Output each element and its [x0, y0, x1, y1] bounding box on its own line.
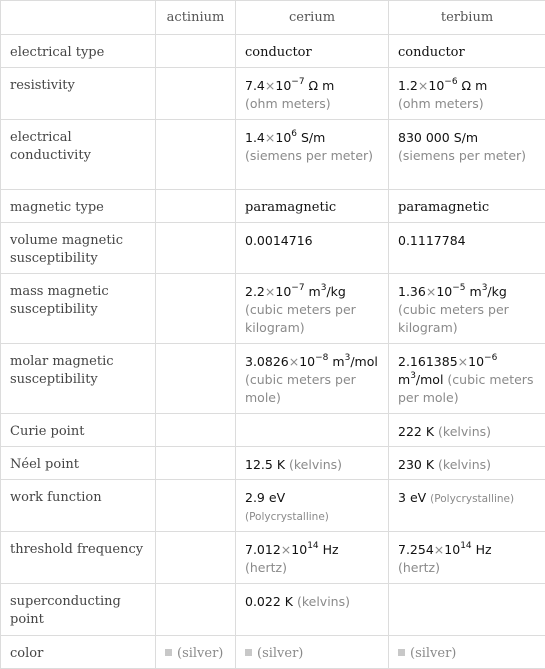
value-number: 3	[398, 490, 406, 505]
value-unit: Ω m	[461, 78, 488, 93]
cell-cerium: conductor	[236, 35, 389, 68]
value-unit: m	[398, 372, 411, 387]
unit-exponent: 3	[320, 283, 327, 293]
cell-actinium	[156, 68, 236, 120]
cell-cerium	[236, 584, 389, 636]
row-curie-point	[1, 414, 545, 447]
row-molar-magnetic-susceptibility	[1, 344, 545, 414]
cell-cerium	[236, 274, 389, 344]
cell-terbium	[389, 274, 545, 344]
unit-description: (kelvins)	[438, 457, 492, 472]
unit-description: (Polycrystalline)	[245, 511, 329, 523]
cell-cerium: 0.0014716	[236, 223, 389, 274]
times-sign: ×	[264, 284, 276, 299]
column-header-terbium: terbium	[389, 1, 545, 35]
unit-description: (kelvins)	[438, 424, 492, 439]
value-unit: Ω m	[308, 78, 335, 93]
color-name: (silver)	[257, 646, 304, 661]
cell-terbium: 0.1117784	[389, 223, 545, 274]
row-label: mass magnetic susceptibility	[1, 274, 156, 344]
cell-cerium	[236, 532, 389, 584]
value-mantissa: 1.4	[245, 130, 265, 145]
row-label: molar magnetic susceptibility	[1, 344, 156, 414]
unit-exponent: 3	[481, 283, 488, 293]
cell-terbium	[389, 480, 545, 532]
value-unit: K	[425, 457, 435, 472]
cell-terbium	[389, 447, 545, 480]
row-label: color	[1, 636, 156, 669]
cell-actinium	[156, 35, 236, 68]
cell-actinium	[156, 120, 236, 190]
color-name: (silver)	[410, 646, 457, 661]
value-unit: m	[332, 354, 345, 369]
unit-description: (cubic meters per mole)	[245, 372, 356, 405]
value-unit: Hz	[322, 542, 339, 557]
value-exponent: −6	[444, 77, 458, 87]
row-magnetic-type	[1, 190, 545, 223]
row-label: magnetic type	[1, 190, 156, 223]
cell-terbium	[389, 532, 545, 584]
value-mantissa: 7.012	[245, 542, 281, 557]
value-base: 10	[275, 130, 292, 145]
times-sign: ×	[264, 78, 276, 93]
value-unit: m	[469, 284, 482, 299]
cell-terbium: conductor	[389, 35, 545, 68]
value-exponent: 14	[460, 541, 472, 551]
value-mantissa: 3.0826	[245, 354, 289, 369]
row-label: electrical type	[1, 35, 156, 68]
value-mantissa: 7.4	[245, 78, 265, 93]
value-base: 10	[291, 542, 308, 557]
value-unit: S/m	[453, 130, 479, 145]
value-exponent: −7	[291, 77, 305, 87]
row-threshold-frequency	[1, 532, 545, 584]
value-base: 10	[275, 284, 292, 299]
unit-tail: /kg	[487, 284, 507, 299]
cell-actinium	[156, 532, 236, 584]
column-header-cerium: cerium	[236, 1, 389, 35]
unit-description: (hertz)	[398, 560, 440, 575]
unit-description: (hertz)	[245, 560, 287, 575]
times-sign: ×	[280, 542, 292, 557]
value-exponent: 6	[291, 129, 298, 139]
value-unit: K	[425, 424, 435, 439]
row-mass-magnetic-susceptibility	[1, 274, 545, 344]
value-exponent: −5	[452, 283, 466, 293]
row-label: volume magnetic susceptibility	[1, 223, 156, 274]
value-number: 830 000	[398, 130, 450, 145]
color-swatch	[245, 649, 252, 656]
row-label: electrical conductivity	[1, 120, 156, 190]
cell-terbium	[389, 344, 545, 414]
value-number: 12.5	[245, 457, 273, 472]
row-label: superconducting point	[1, 584, 156, 636]
cell-actinium	[156, 223, 236, 274]
value-base: 10	[468, 354, 485, 369]
value-unit: m	[308, 284, 321, 299]
unit-tail: /kg	[326, 284, 346, 299]
cell-cerium	[236, 68, 389, 120]
cell-terbium	[389, 414, 545, 447]
unit-description: (ohm meters)	[398, 96, 484, 111]
row-volume-magnetic-susceptibility	[1, 223, 545, 274]
row-superconducting-point	[1, 584, 545, 636]
value-unit: S/m	[301, 130, 326, 145]
row-color	[1, 636, 545, 669]
value-exponent: 14	[307, 541, 319, 551]
color-swatch	[165, 649, 172, 656]
unit-description: (ohm meters)	[245, 96, 331, 111]
value-mantissa: 2.2	[245, 284, 265, 299]
cell-terbium: paramagnetic	[389, 190, 545, 223]
value-base: 10	[444, 542, 461, 557]
row-label: Néel point	[1, 447, 156, 480]
row-label: threshold frequency	[1, 532, 156, 584]
unit-description: (cubic meters per mole)	[398, 372, 534, 405]
times-sign: ×	[417, 78, 429, 93]
value-number: 2.9	[245, 490, 265, 505]
cell-actinium	[156, 190, 236, 223]
cell-actinium	[156, 480, 236, 532]
value-exponent: −6	[484, 353, 498, 363]
cell-cerium	[236, 414, 389, 447]
value-unit: Hz	[475, 542, 492, 557]
cell-cerium: paramagnetic	[236, 190, 389, 223]
unit-exponent: 3	[410, 371, 416, 381]
corner-cell	[1, 1, 156, 35]
times-sign: ×	[288, 354, 300, 369]
value-exponent: −8	[315, 353, 329, 363]
cell-actinium	[156, 584, 236, 636]
value-number: 230	[398, 457, 422, 472]
row-electrical-conductivity	[1, 120, 545, 190]
cell-cerium	[236, 480, 389, 532]
value-base: 10	[275, 78, 292, 93]
header-row	[1, 1, 545, 35]
color-swatch	[398, 649, 405, 656]
times-sign: ×	[457, 354, 469, 369]
cell-cerium	[236, 447, 389, 480]
times-sign: ×	[425, 284, 437, 299]
color-name: (silver)	[177, 646, 224, 661]
unit-description: (siemens per meter)	[398, 148, 527, 163]
value-number: 222	[398, 424, 422, 439]
row-resistivity	[1, 68, 545, 120]
row-neel-point	[1, 447, 545, 480]
row-label: work function	[1, 480, 156, 532]
cell-actinium	[156, 274, 236, 344]
row-label: Curie point	[1, 414, 156, 447]
unit-tail: /mol	[350, 354, 378, 369]
cell-cerium	[236, 344, 389, 414]
unit-description: (Polycrystalline)	[430, 493, 515, 505]
value-base: 10	[428, 78, 445, 93]
cell-actinium	[156, 344, 236, 414]
value-mantissa: 1.2	[398, 78, 418, 93]
unit-exponent: 3	[344, 353, 351, 363]
row-electrical-type	[1, 35, 545, 68]
cell-actinium	[156, 447, 236, 480]
value-base: 10	[436, 284, 453, 299]
unit-description: (kelvins)	[296, 594, 350, 609]
row-work-function	[1, 480, 545, 532]
value-exponent: −7	[291, 283, 305, 293]
unit-description: (cubic meters per kilogram)	[245, 302, 356, 335]
value-mantissa: 7.254	[398, 542, 434, 557]
unit-description: (siemens per meter)	[245, 148, 374, 163]
times-sign: ×	[433, 542, 445, 557]
cell-terbium	[389, 68, 545, 120]
value-unit: eV	[409, 490, 427, 505]
value-base: 10	[299, 354, 316, 369]
value-number: 0.022	[245, 594, 281, 609]
cell-actinium	[156, 636, 236, 669]
unit-tail: /mol	[415, 372, 444, 387]
value-mantissa: 1.36	[398, 284, 426, 299]
cell-terbium	[389, 584, 545, 636]
value-unit: K	[284, 594, 293, 609]
cell-actinium	[156, 414, 236, 447]
cell-cerium	[236, 636, 389, 669]
cell-terbium	[389, 636, 545, 669]
unit-description: (kelvins)	[289, 457, 343, 472]
row-label: resistivity	[1, 68, 156, 120]
value-unit: K	[276, 457, 286, 472]
unit-description: (cubic meters per kilogram)	[398, 302, 509, 335]
cell-cerium	[236, 120, 389, 190]
cell-terbium	[389, 120, 545, 190]
times-sign: ×	[264, 130, 276, 145]
value-unit: eV	[268, 490, 286, 505]
value-mantissa: 2.161385	[398, 354, 458, 369]
column-header-actinium: actinium	[156, 1, 236, 35]
